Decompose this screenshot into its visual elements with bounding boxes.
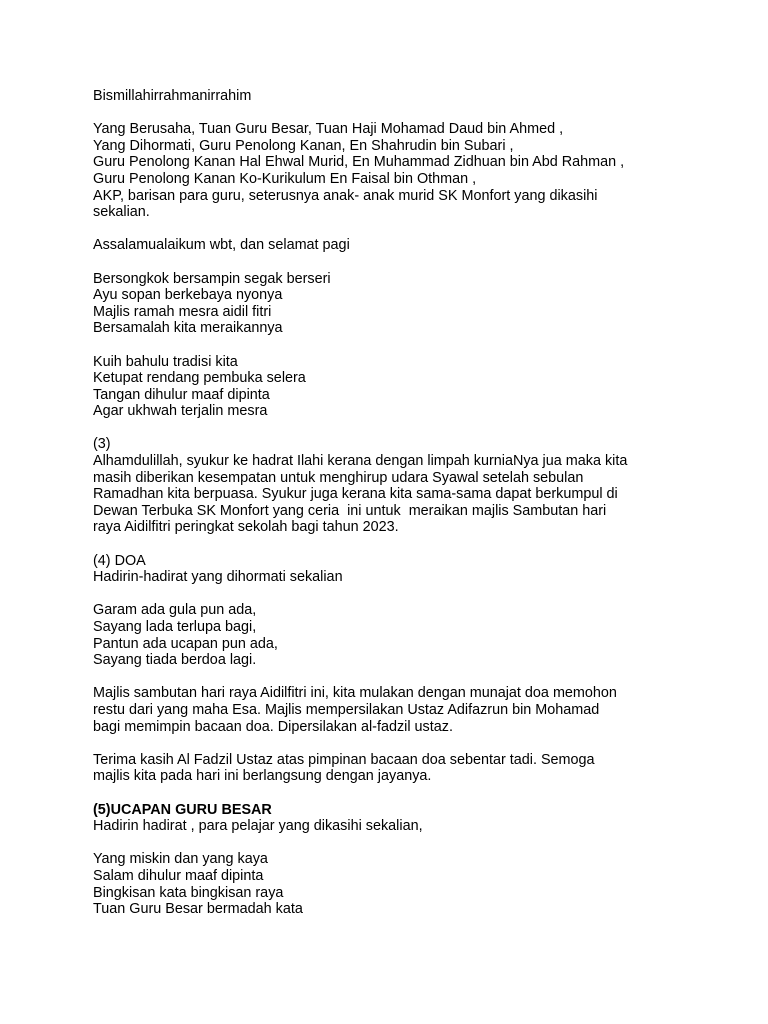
section-3-paragraph [93,436,733,536]
text-line: Ramadhan kita berpuasa. Syukur juga kerana kita sama-sama dapat berkumpul di [93,486,618,503]
text-line: Hadirin hadirat , para pelajar yang dikasihi sekalian, [93,818,423,835]
text-line: Sayang tiada berdoa lagi. [93,652,257,669]
text-line: raya Aidilfitri peringkat sekolah bagi tahun 2023. [93,519,399,536]
doa-paragraph [93,685,733,735]
text-line: bagi memimpin bacaan doa. Dipersilakan al-fadzil ustaz. [93,718,453,735]
pantun-stanza [93,271,733,337]
text-line: Hadirin-hadirat yang dihormati sekalian [93,569,343,586]
text-line: Bingkisan kata bingkisan raya [93,884,284,901]
salutation-paragraph [93,121,733,221]
text-line: Assalamualaikum wbt, dan selamat pagi [93,237,350,254]
text-line: Agar ukhwah terjalin mesra [93,403,268,420]
thanks-paragraph [93,752,733,785]
text-line: (4) DOA [93,552,146,569]
text-line: AKP, barisan para guru, seterusnya anak- anak murid SK Monfort yang dikasihi [93,187,598,204]
text-line: Bismillahirrahmanirrahim [93,88,252,104]
text-line: Bersongkok bersampin segak berseri [93,270,331,287]
opening-paragraph [93,88,733,105]
text-line: Alhamdulillah, syukur ke hadrat Ilahi kerana dengan limpah kurniaNya jua maka kita [93,453,628,470]
text-line: Yang Dihormati, Guru Penolong Kanan, En Shahrudin bin Subari , [93,137,514,154]
text-line: restu dari yang maha Esa. Majlis mempersilakan Ustaz Adifazrun bin Mohamad [93,701,600,718]
greeting-paragraph [93,237,733,254]
text-line: Guru Penolong Kanan Hal Ehwal Murid, En Muhammad Zidhuan bin Abd Rahman , [93,154,625,171]
section-4-paragraph [93,553,733,586]
text-line: (3) [93,436,111,453]
text-line: Majlis ramah mesra aidil fitri [93,303,272,320]
text-line: Tuan Guru Besar bermadah kata [93,901,303,918]
text-line: Garam ada gula pun ada, [93,602,257,619]
text-line: Kuih bahulu tradisi kita [93,353,238,370]
section-5-paragraph [93,802,733,835]
text-line: majlis kita pada hari ini berlangsung dengan jayanya. [93,768,432,785]
text-line: Salam dihulur maaf dipinta [93,867,264,884]
section-heading: (5)UCAPAN GURU BESAR [93,801,272,818]
text-line: Dewan Terbuka SK Monfort yang ceria ini untuk meraikan majlis Sambutan hari [93,502,607,519]
text-line: Pantun ada ucapan pun ada, [93,635,278,652]
pantun-stanza [93,851,733,917]
text-line: Majlis sambutan hari raya Aidilfitri ini, kita mulakan dengan munajat doa memohon [93,685,617,702]
text-line: Yang Berusaha, Tuan Guru Besar, Tuan Haji Mohamad Daud bin Ahmed , [93,121,564,138]
text-line: sekalian. [93,204,150,221]
pantun-stanza [93,602,733,668]
text-line: Sayang lada terlupa bagi, [93,619,257,635]
text-line: Guru Penolong Kanan Ko-Kurikulum En Faisal bin Othman , [93,170,477,187]
text-line: Ayu sopan berkebaya nyonya [93,287,283,304]
pantun-stanza [93,354,733,420]
text-line: Yang miskin dan yang kaya [93,851,268,868]
text-line: Tangan dihulur maaf dipinta [93,386,270,403]
text-line: masih diberikan kesempatan untuk menghirup udara Syawal setelah sebulan [93,469,584,486]
text-line: Ketupat rendang pembuka selera [93,370,306,387]
document-page [93,88,733,934]
text-line: Bersamalah kita meraikannya [93,320,283,337]
text-line: Terima kasih Al Fadzil Ustaz atas pimpinan bacaan doa sebentar tadi. Semoga [93,751,595,768]
